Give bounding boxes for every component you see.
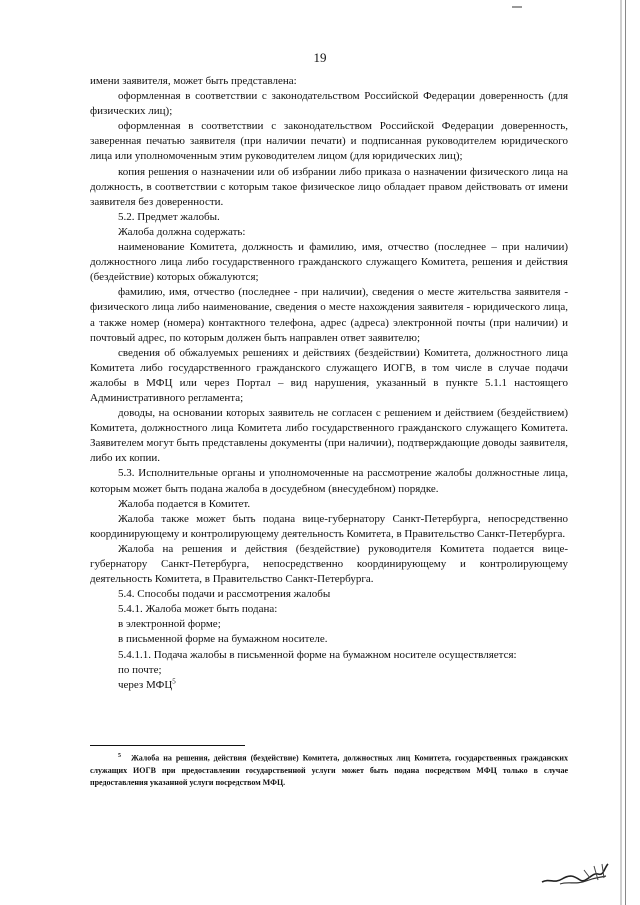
footnote: [90, 750, 568, 789]
footnote-text: Жалоба на решения, действия (бездействие) Комитета, должностных лиц Комитета, государственных гражданских служащих ИОГВ при предоставлении государственной услуги может быть подана посредством МФЦ только в случае предоставления указанной услуги посредством МФЦ.: [90, 753, 568, 787]
footnote-reference[interactable]: 5: [172, 677, 176, 686]
scan-edge-line: [625, 0, 626, 905]
page-number: 19: [313, 50, 327, 65]
list-item-with-footnote: [90, 678, 568, 693]
list-item: в письменной форме на бумажном носителе.: [118, 633, 328, 646]
paragraph: доводы, на основании которых заявитель не согласен с решением и действием (бездействием) Комитета, должностного лица Комитета либо государственного гражданского служащего Комитета. Заявителем могут быть представлены документы (при наличии), подтверждающие доводы заявителя, либо их копии.: [90, 407, 568, 465]
list-item: в электронной форме;: [118, 618, 221, 631]
section-heading: 5.2. Предмет жалобы.: [118, 210, 220, 223]
section-heading: 5.3. Исполнительные органы и уполномоченные на рассмотрение жалобы должностные лица, которым может быть подана жалоба в досудебном (внесудебном) порядке.: [90, 467, 568, 495]
paragraph: оформленная в соответствии с законодательством Российской Федерации доверенность (для физических лиц);: [90, 90, 568, 118]
body-text: [90, 74, 568, 693]
scan-artifact: [512, 6, 522, 8]
paragraph: фамилию, имя, отчество (последнее - при наличии), сведения о месте жительства заявителя - физического лица либо наименование, сведения о месте нахождения заявителя - юридического лица, а также номер (номера) контактного телефона, адрес (адреса) электронной почты (при наличии) и почтовый адрес, по которым должен быть направлен ответ заявителю;: [90, 286, 568, 344]
list-item-text: через МФЦ: [118, 678, 173, 691]
signature-scribble: [540, 858, 610, 888]
paragraph: Жалоба подается в Комитет.: [118, 497, 251, 510]
footnote-separator: [90, 745, 245, 746]
paragraph: наименование Комитета, должность и фамилию, имя, отчество (последнее – при наличии) должностного лица либо государственного гражданского служащего Комитета, решения и действия (бездействие) которых обжалуются;: [90, 241, 568, 284]
paragraph: Жалоба должна содержать:: [118, 225, 246, 238]
section-heading: 5.4. Способы подачи и рассмотрения жалобы: [118, 588, 331, 601]
paragraph: оформленная в соответствии с законодательством Российской Федерации доверенность, заверенная печатью заявителя (при наличии печати) и подписанная руководителем юридического лица или уполномоченным этим руководителем лицом (для юридических лиц);: [90, 120, 568, 163]
scan-edge: [620, 0, 622, 905]
footnote-mark: 5: [118, 753, 121, 759]
paragraph: копия решения о назначении или об избрании либо приказа о назначении физического лица на должность, в соответствии с которым такое физическое лицо обладает правом действовать от имени заявителя без доверенности.: [90, 165, 568, 208]
paragraph: Жалоба на решения и действия (бездействие) руководителя Комитета подается вице-губернатору Санкт-Петербурга, непосредственно координирующему и контролирующему деятельность Комитета, в Правительство Санкт-Петербурга.: [90, 542, 568, 586]
paragraph: 5.4.1.1. Подача жалобы в письменной форме на бумажном носителе осуществляется:: [118, 648, 517, 661]
paragraph: 5.4.1. Жалоба может быть подана:: [118, 603, 278, 616]
list-item: по почте;: [118, 663, 162, 676]
paragraph: сведения об обжалуемых решениях и действиях (бездействии) Комитета, должностного лица Комитета либо государственного гражданского служащего ИОГВ, в том числе в случае подачи жалобы в МФЦ или через Портал – вид нарушения, указанный в пункте 5.1.1 настоящего Административного регламента;: [90, 346, 568, 404]
paragraph: имени заявителя, может быть представлена:: [90, 75, 297, 87]
paragraph: Жалоба также может быть подана вице-губернатору Санкт-Петербурга, непосредственно координирующему и контролирующему деятельность Комитета, в Правительство Санкт-Петербурга.: [90, 512, 568, 540]
